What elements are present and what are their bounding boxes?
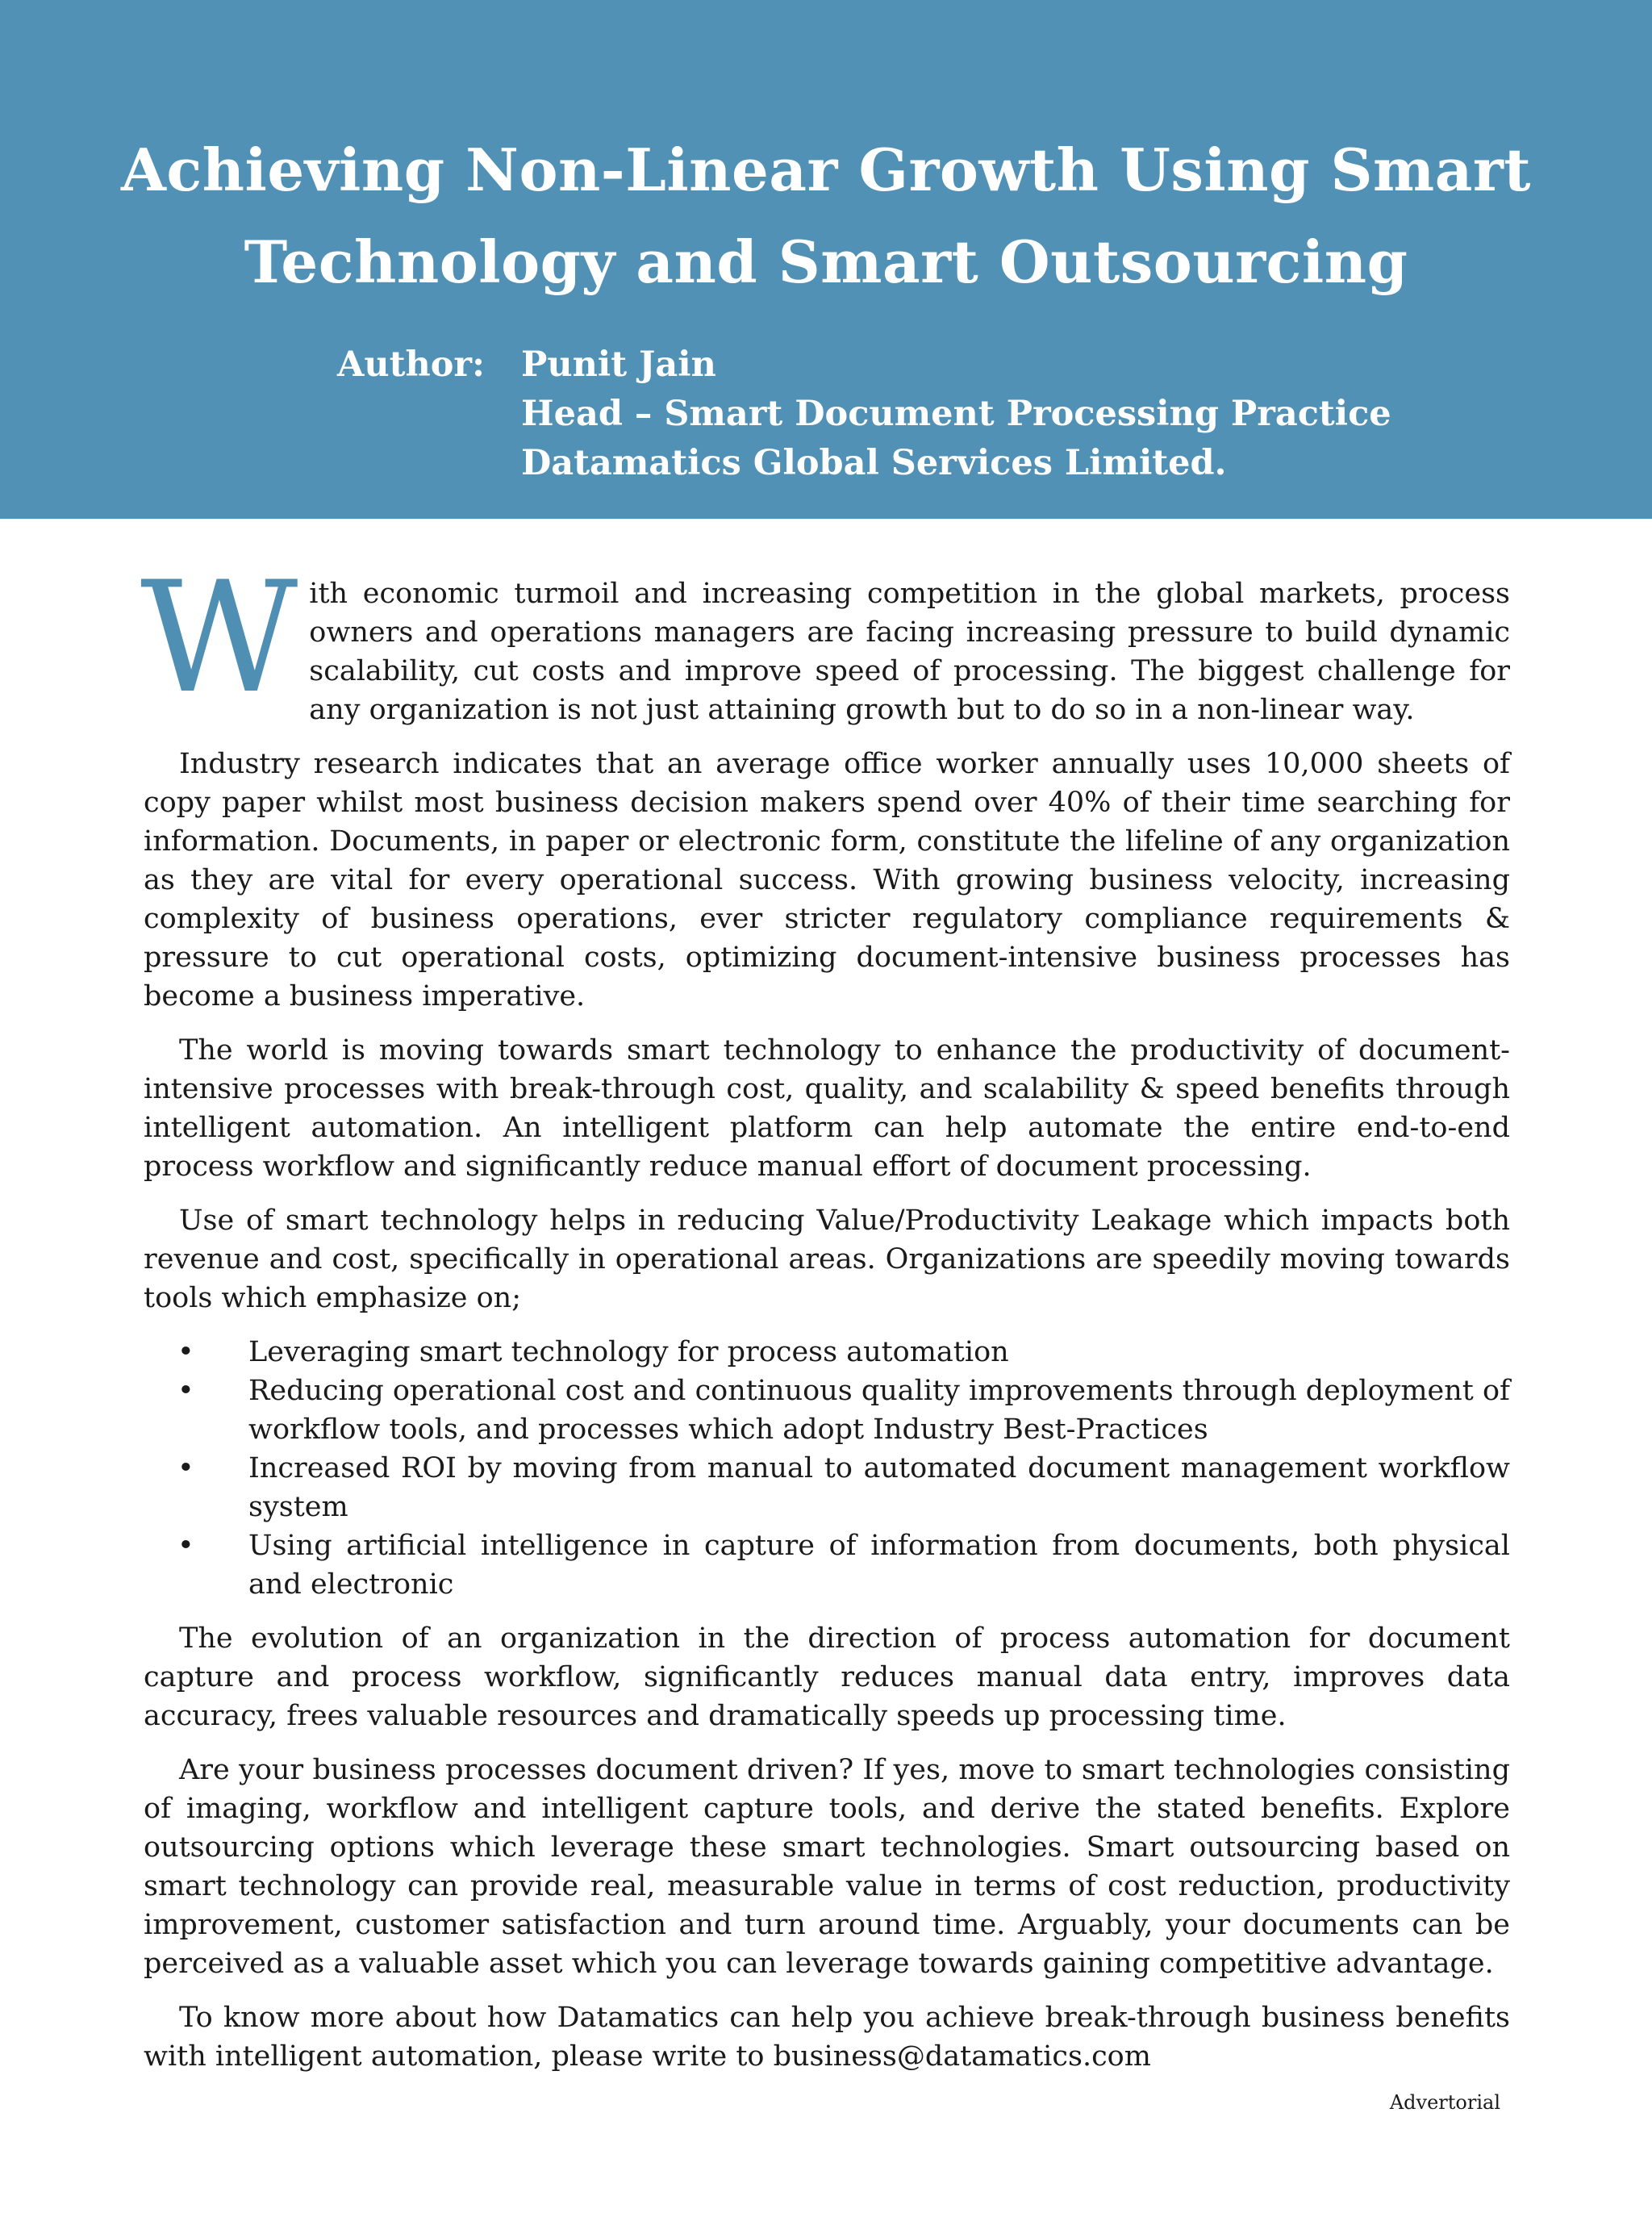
list-item-text: Reducing operational cost and continuous quality improvements through deployment of workflow tools, and processes which adopt Industry Best-Practices — [248, 1375, 1510, 1446]
list-item — [144, 1526, 1510, 1604]
list-item-text: Increased ROI by moving from manual to automated document management workflow system — [248, 1452, 1510, 1523]
advertorial-label: Advertorial — [1389, 2091, 1500, 2114]
paragraph-contact: To know more about how Datamatics can help you achieve break-through business benefits with intelligent automation, please write to business@datamatics.com — [144, 2002, 1510, 2073]
author-label: Author: — [337, 344, 485, 385]
list-item-text: Using artificial intelligence in capture of information from documents, both physical and electronic — [248, 1530, 1510, 1601]
paragraph-evolution: The evolution of an organization in the direction of process automation for document capture and process workflow, significantly reduces manual data entry, improves data accuracy, frees valuable resources and dramatically speeds up processing time. — [144, 1622, 1510, 1732]
list-item — [144, 1449, 1510, 1526]
author-details — [521, 340, 1391, 488]
bullet-icon: • — [177, 1375, 194, 1407]
list-item — [144, 1372, 1510, 1449]
paragraph-value-leakage: Use of smart technology helps in reducing Value/Productivity Leakage which impacts both revenue and cost, specifically in operational areas. Organizations are speedily moving towards tools which emphasize on; — [144, 1205, 1510, 1314]
author-name: Punit Jain — [521, 344, 716, 385]
paragraph-intro — [140, 549, 1510, 729]
article-title: Achieving Non-Linear Growth Using Smart Technology and Smart Outsourcing — [120, 136, 1532, 296]
paragraph-call-to-action: Are your business processes document driven? If yes, move to smart technologies consisting of imaging, workflow and intelligent capture tools, and derive the stated benefits. Explore outsourcing options which leverage these smart technologies. Smart outsourcing based on smart technology can provide real, measurable value in terms of cost reduction, productivity improvement, customer satisfaction and turn around time. Arguably, your documents can be perceived as a valuable asset which you can leverage towards gaining competitive advantage. — [144, 1754, 1510, 1980]
author-role: Head – Smart Document Processing Practice — [521, 394, 1391, 434]
bullet-icon: • — [177, 1336, 194, 1368]
header-banner — [0, 0, 1652, 519]
list-item-text: Leveraging smart technology for process automation — [248, 1336, 1009, 1368]
benefit-list — [144, 1333, 1510, 1604]
paragraph-intro-text: ith economic turmoil and increasing competition in the global markets, process owners and operations managers are facing increasing pressure to build dynamic scalability, cut costs and improve speed of processing. The biggest challenge for any organization is not just attaining growth but to do so in a non-linear way. — [309, 578, 1510, 726]
paragraph-research: Industry research indicates that an average office worker annually uses 10,000 sheets of copy paper whilst most business decision makers spend over 40% of their time searching for information. Documents, in paper or electronic form, constitute the lifeline of any organization as they are vital for every operational success. With growing business velocity, increasing complexity of business operations, ever stricter regulatory compliance requirements & pressure to cut operational costs, optimizing document-intensive business processes has become a business imperative. — [144, 748, 1510, 1013]
bullet-icon: • — [177, 1452, 194, 1484]
article-body — [140, 549, 1510, 2091]
drop-cap: W — [140, 549, 298, 727]
author-company: Datamatics Global Services Limited. — [521, 443, 1227, 483]
author-block — [337, 340, 1391, 488]
list-item — [144, 1333, 1510, 1372]
paragraph-smart-technology: The world is moving towards smart technology to enhance the productivity of document-intensive processes with break-through cost, quality, and scalability & speed benefits through intelligent automation. An intelligent platform can help automate the entire end-to-end process workflow and significantly reduce manual effort of document processing. — [144, 1034, 1510, 1183]
bullet-icon: • — [177, 1530, 194, 1562]
